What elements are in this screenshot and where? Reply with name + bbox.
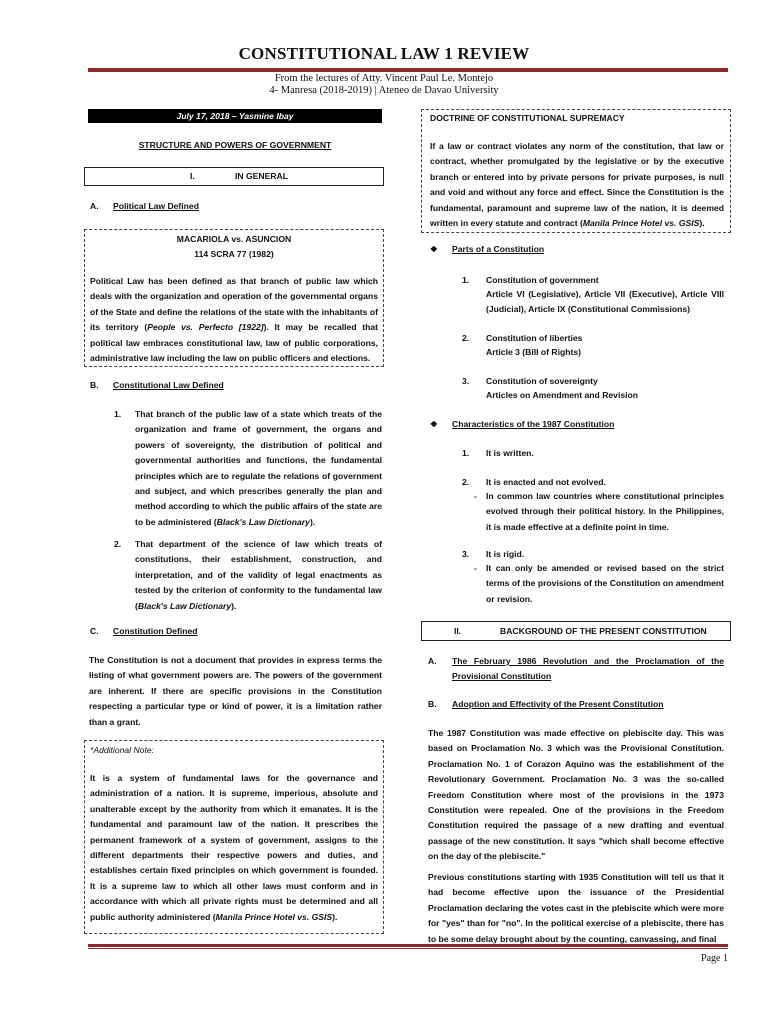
parts-bullet-icon: ❖ bbox=[430, 244, 438, 254]
heading-c-title: Constitution Defined bbox=[113, 626, 198, 636]
case-title: MACARIOLA vs. ASUNCION bbox=[176, 234, 292, 244]
heading-b-title: Constitutional Law Defined bbox=[113, 380, 224, 390]
parts-heading: Parts of a Constitution bbox=[452, 244, 545, 254]
doctrine-title: DOCTRINE OF CONSTITUTIONAL SUPREMACY bbox=[430, 113, 625, 123]
adoption-paragraph-2: Previous constitutions starting with 1935 Constitution will tell us that it had become effective upon the issuance of the Presidential Proclamation declaring the votes cast in the plebiscite which were more for "yes" than for "no". In the political exercise of a plebiscite, there has to be some delay brought about by the counting, canvassing, and final bbox=[428, 872, 724, 944]
dash-icon: - bbox=[474, 563, 477, 573]
footer-rule bbox=[88, 944, 728, 947]
section-ii-number: II. bbox=[454, 626, 462, 636]
heading-ii-a-label: A. bbox=[428, 656, 437, 666]
page-number: Page 1 bbox=[701, 953, 728, 964]
doctrine-box bbox=[421, 109, 731, 233]
header-rule bbox=[88, 68, 728, 72]
b-item1-number: 1. bbox=[114, 409, 122, 419]
adoption-paragraph-1: The 1987 Constitution was made effective on plebiscite day. This was based on Proclamation No. 3 which was the Provisional Constitution. Proclamation No. 1 of Corazon Aquino was the establishment of the Revolutionary Government. Proclamation No. 3 was the so-called Freedom Constitution where most of the provisions in the 1973 Constitution were repealed. One of the provisions in the Freedom Constitution required the passage of a new drafting and eventual passage of the new constitution. It says "which shall become effective on the day of the plebiscite." bbox=[428, 728, 724, 862]
part-1-number: 1. bbox=[462, 275, 470, 285]
section-i-title: IN GENERAL bbox=[235, 171, 288, 181]
part-3-detail: Articles on Amendment and Revision bbox=[486, 390, 639, 400]
heading-ii-a-title: The February 1986 Revolution and the Proclamation of the Provisional Constitution bbox=[452, 656, 724, 682]
characteristics-bullet-icon: ❖ bbox=[430, 419, 438, 429]
part-1-detail: Article VI (Legislative), Article VII (Executive), Article VIII (Judicial), Article IX (Constitutional Commissions) bbox=[486, 289, 724, 315]
structure-heading: STRUCTURE AND POWERS OF GOVERNMENT bbox=[138, 140, 332, 150]
b-item2-text: That department of the science of law which treats of constitutions, their establishment, construction, and interpretation, and of the validity of legal enactments as tested by the criterion of conformity to the fundamental law (Black's Law Dictionary). bbox=[135, 539, 382, 611]
part-1-title: Constitution of government bbox=[486, 275, 599, 285]
section-line: 4- Manresa (2018-2019) | Ateneo de Davao University bbox=[269, 85, 499, 96]
part-3-number: 3. bbox=[462, 376, 470, 386]
doctrine-text: If a law or contract violates any norm of the constitution, that law or contract, whether promulgated by the legislative or by the executive branch or entered into by private persons for private purposes, is null and void and without any force and effect. Since the Constitution is the fundamental, paramount and supreme law of the nation, it is deemed written in every statute and contract (Manila Prince Hotel vs. GSIS). bbox=[430, 141, 724, 229]
char-3-number: 3. bbox=[462, 549, 470, 559]
footer-rule-thin bbox=[88, 948, 728, 949]
section-ii-box bbox=[421, 621, 731, 641]
char-1-number: 1. bbox=[462, 448, 470, 458]
char-2-number: 2. bbox=[462, 477, 470, 487]
part-2-number: 2. bbox=[462, 333, 470, 343]
heading-b-label: B. bbox=[90, 380, 99, 390]
b-item1-text: That branch of the public law of a state which treats of the organization and frame of government, the organs and powers of sovereignty, the distribution of political and governmental authorities and functions, the fundamental principles which are to regulate the relations of government and subject, and which prescribes generally the plan and method according to which the public affairs of the state are to be administered (Black's Law Dictionary). bbox=[135, 409, 382, 527]
case-box bbox=[84, 229, 384, 367]
additional-note-box bbox=[84, 740, 384, 934]
part-3-title: Constitution of sovereignty bbox=[486, 376, 598, 386]
section-i-box bbox=[84, 167, 384, 186]
case-citation: 114 SCRA 77 (1982) bbox=[194, 249, 274, 259]
part-2-detail: Article 3 (Bill of Rights) bbox=[486, 347, 582, 357]
char-3-title: It is rigid. bbox=[486, 549, 525, 559]
section-ii-title: BACKGROUND OF THE PRESENT CONSTITUTION bbox=[500, 626, 707, 636]
date-band: July 17, 2018 – Yasmine Ibay bbox=[88, 109, 382, 123]
document-title: CONSTITUTIONAL LAW 1 REVIEW bbox=[238, 44, 530, 63]
section-i-number: I. bbox=[190, 171, 195, 181]
characteristics-heading: Characteristics of the 1987 Constitution bbox=[452, 419, 615, 429]
heading-a-label: A. bbox=[90, 201, 99, 211]
case-text: Political Law has been defined as that branch of public law which deals with the organization and operation of the governmental organs of the State and define the relations of the state with the inhabitants of its territory (People vs. Perfecto [1922]). It may be recalled that political law embraces constitutional law, law of public corporations, administrative law including the law on public officers and elections. bbox=[90, 276, 379, 364]
heading-a-title: Political Law Defined bbox=[113, 201, 199, 211]
additional-note-label: *Additional Note: bbox=[90, 745, 155, 755]
heading-ii-b-label: B. bbox=[428, 699, 437, 709]
additional-note-text: It is a system of fundamental laws for the governance and administration of a nation. It is supreme, imperious, absolute and unalterable except by the authority from which it emanates. It is the fundamental and paramount law of the nation. It prescribes the permanent framework of a system of government, assigns to the different departments their respective powers and duties, and establishes certain fixed principles on which government is founded. It is a supreme law to which all other laws must conform and in accordance with which all private rights must be determined and all public authority administered (Manila Prince Hotel vs. GSIS). bbox=[90, 773, 378, 922]
char-2-title: It is enacted and not evolved. bbox=[486, 477, 606, 487]
char-3-sub: - It can only be amended or revised based on the strict terms of the provisions of the Constitution on amendment or revision. bbox=[474, 561, 724, 607]
heading-ii-b-title: Adoption and Effectivity of the Present Constitution bbox=[452, 699, 664, 709]
char-2-sub: - In common law countries where constitutional principles evolved through their political history. In the Philippines, it is made effective at a definite point in time. bbox=[474, 489, 724, 535]
lecturer-line: From the lectures of Atty. Vincent Paul Le. Montejo bbox=[274, 73, 494, 84]
constitution-defined-text: The Constitution is not a document that provides in express terms the listing of what government powers are. The powers of the government are inherent. If there are specific provisions in the Constitution respecting a particular type or kind of power, it is a limitation rather than a grant. bbox=[89, 655, 382, 727]
case-text-citation: People vs. Perfecto [1922] bbox=[147, 322, 264, 333]
heading-c-label: C. bbox=[90, 626, 99, 636]
b-item2-number: 2. bbox=[114, 539, 122, 549]
char-1-title: It is written. bbox=[486, 448, 534, 458]
dash-icon: - bbox=[474, 491, 477, 501]
part-2-title: Constitution of liberties bbox=[486, 333, 583, 343]
